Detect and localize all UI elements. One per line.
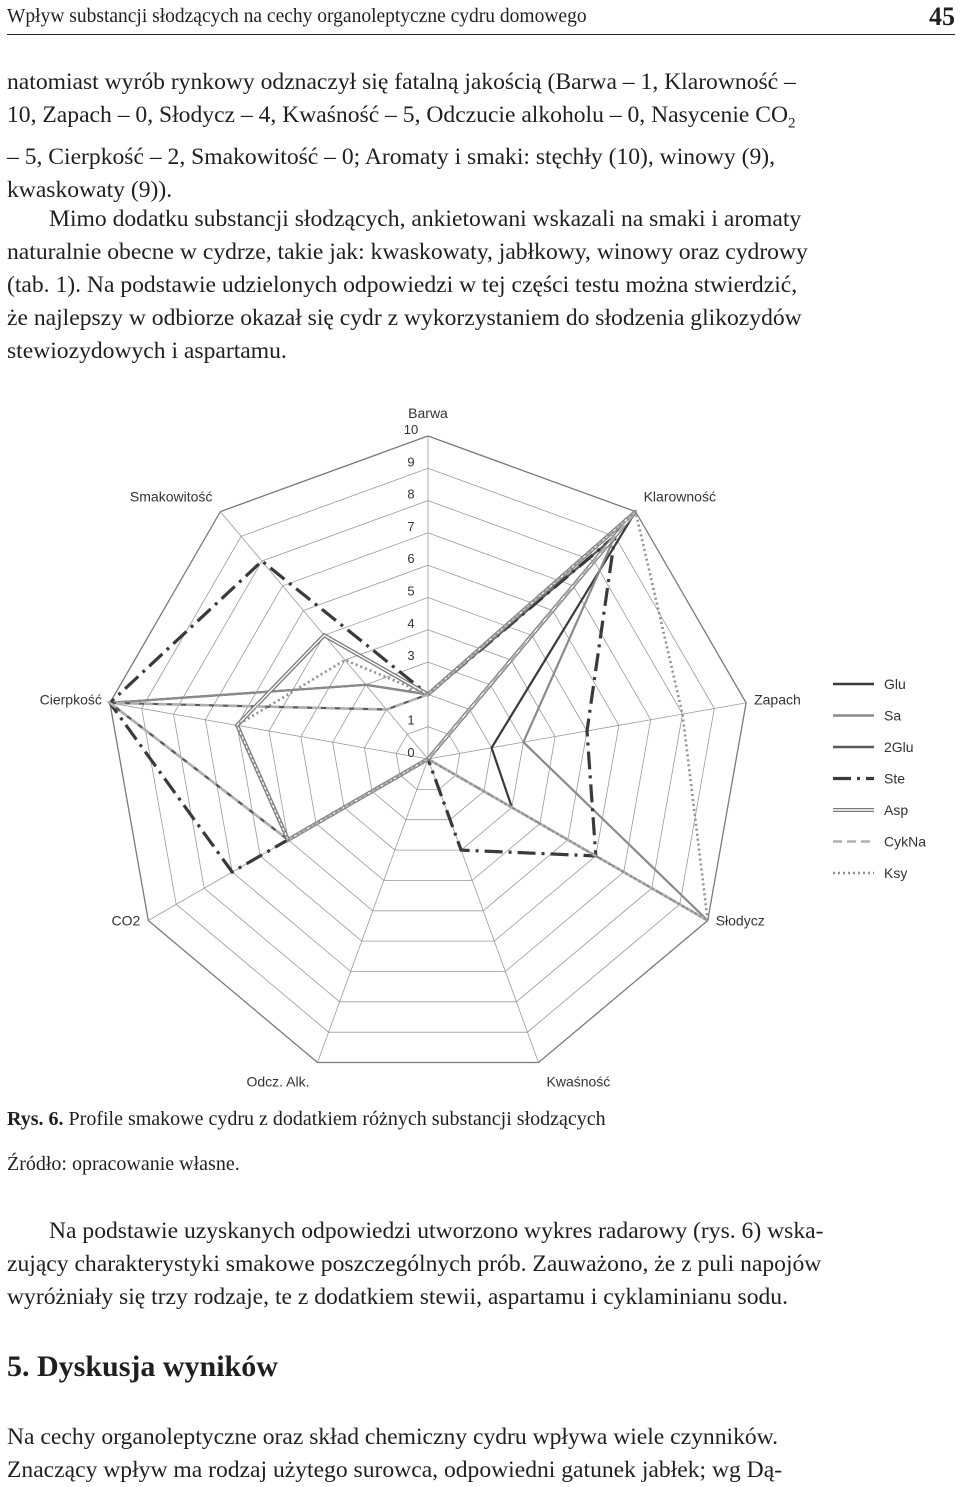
para2-line-2: naturalnie obecne w cydrze, takie jak: kwaskowaty, jabłkowy, winowy oraz cydrowy [7,239,808,265]
radar-chart [0,392,960,1092]
paragraph-2 [7,203,958,368]
para2-line-4: że najlepszy w odbiorze okazał się cydr z wykorzystaniem do słodzenia glikozydów [7,305,802,331]
legend-label-ksy: Ksy [884,865,908,881]
figure-caption [7,1108,606,1131]
para1-line-3: – 5, Cierpkość – 2, Smakowitość – 0; Aromaty i smaki: stęchły (10), winowy (9), [7,143,776,170]
legend-label-glu: Glu [884,676,906,692]
axis-label-6: Odcz. Alk. [246,1073,310,1090]
axis-label-5: Kwaśność [546,1073,611,1090]
para2-line-3: (tab. 1). Na podstawie udzielonych odpowiedzi w tej części testu można stwierdzić, [7,272,798,298]
axis-labels [40,405,801,1090]
figure-caption-text: Profile smakowe cydru z dodatkiem różnych substancji słodzących [63,1108,606,1130]
paragraph-3 [7,1215,958,1314]
series-2glu-line [110,536,615,840]
axis-label-9: Smakowitość [129,488,213,505]
radial-tick-6: 6 [407,551,415,567]
radial-tick-2: 2 [407,680,415,696]
series-asp-line-inner [237,512,635,840]
legend-label-cykna: CykNa [884,833,927,850]
radial-tick-9: 9 [407,454,415,470]
radial-tick-10: 10 [403,422,419,437]
axis-label-7: CO2 [111,912,141,929]
radar-grid [110,436,746,1063]
para2-line-1: Mimo dodatku substancji słodzących, ankietowani wskazali na smaki i aromaty [49,206,802,232]
figure-source: Źródło: opracowanie własne. [7,1153,240,1175]
page-number: 45 [929,2,955,31]
para1-line-2-text: 10, Zapach – 0, Słodycz – 4, Kwaśność – 5, Odczucie alkoholu – 0, Nasycenie CO [7,102,789,128]
series-asp-line [237,512,635,840]
figure-caption-label: Rys. 6. [7,1108,64,1130]
running-header [7,0,955,35]
radial-tick-3: 3 [407,648,415,664]
axis-label-1: Barwa [408,405,448,421]
chart-legend [833,676,926,881]
running-title: Wpływ substancji słodzących na cechy organoleptyczne cydru domowego [7,6,587,27]
para1-line-1: natomiast wyrób rynkowy odznaczył się fatalną jakością (Barwa – 1, Klarowność – [7,69,796,95]
co2-subscript: 2 [788,115,796,132]
para3-line-1: Na podstawie uzyskanych odpowiedzi utworzono wykres radarowy (rys. 6) wska- [49,1218,824,1244]
radial-tick-4: 4 [407,615,415,631]
axis-label-4: Słodycz [715,912,765,929]
section-heading: 5. Dyskusja wyników [7,1350,278,1383]
radial-tick-5: 5 [407,583,415,599]
para3-line-3: wyróżniały się trzy rodzaje, te z dodatkiem stewii, aspartamu i cyklaminianu sodu. [7,1284,788,1310]
para1-line-4: kwaskowaty (9)). [7,176,173,203]
axis-label-2: Klarowność [643,488,716,505]
paragraph-1 [7,66,958,207]
para3-line-2: zujący charakterystyki smakowe poszczególnych prób. Zauważono, że z puli napojów [7,1251,822,1277]
legend-label-sa: Sa [884,707,902,724]
grid-spoke-8 [110,703,428,759]
radial-tick-8: 8 [407,486,415,502]
para2-line-5: stewiozydowych i aspartamu. [7,338,287,364]
axis-label-3: Zapach [754,691,801,708]
legend-label-2glu: 2Glu [884,739,914,755]
radial-tick-1: 1 [407,712,415,728]
radial-tick-7: 7 [407,518,415,534]
para4-line-1: Na cechy organoleptyczne oraz skład chemiczny cydru wpływa wiele czynników. [7,1424,779,1450]
series-ksy-line [237,512,708,921]
para1-line-2 [7,99,958,141]
axis-label-8: Cierpkość [39,691,102,708]
legend-label-asp: Asp [884,802,909,818]
paragraph-4 [7,1421,958,1487]
radial-tick-0: 0 [407,745,415,760]
para4-line-2: Znaczący wpływ ma rodzaj użytego surowca, odpowiedni gatunek jabłek; wg Dą- [7,1457,783,1483]
legend-label-ste: Ste [884,770,906,787]
